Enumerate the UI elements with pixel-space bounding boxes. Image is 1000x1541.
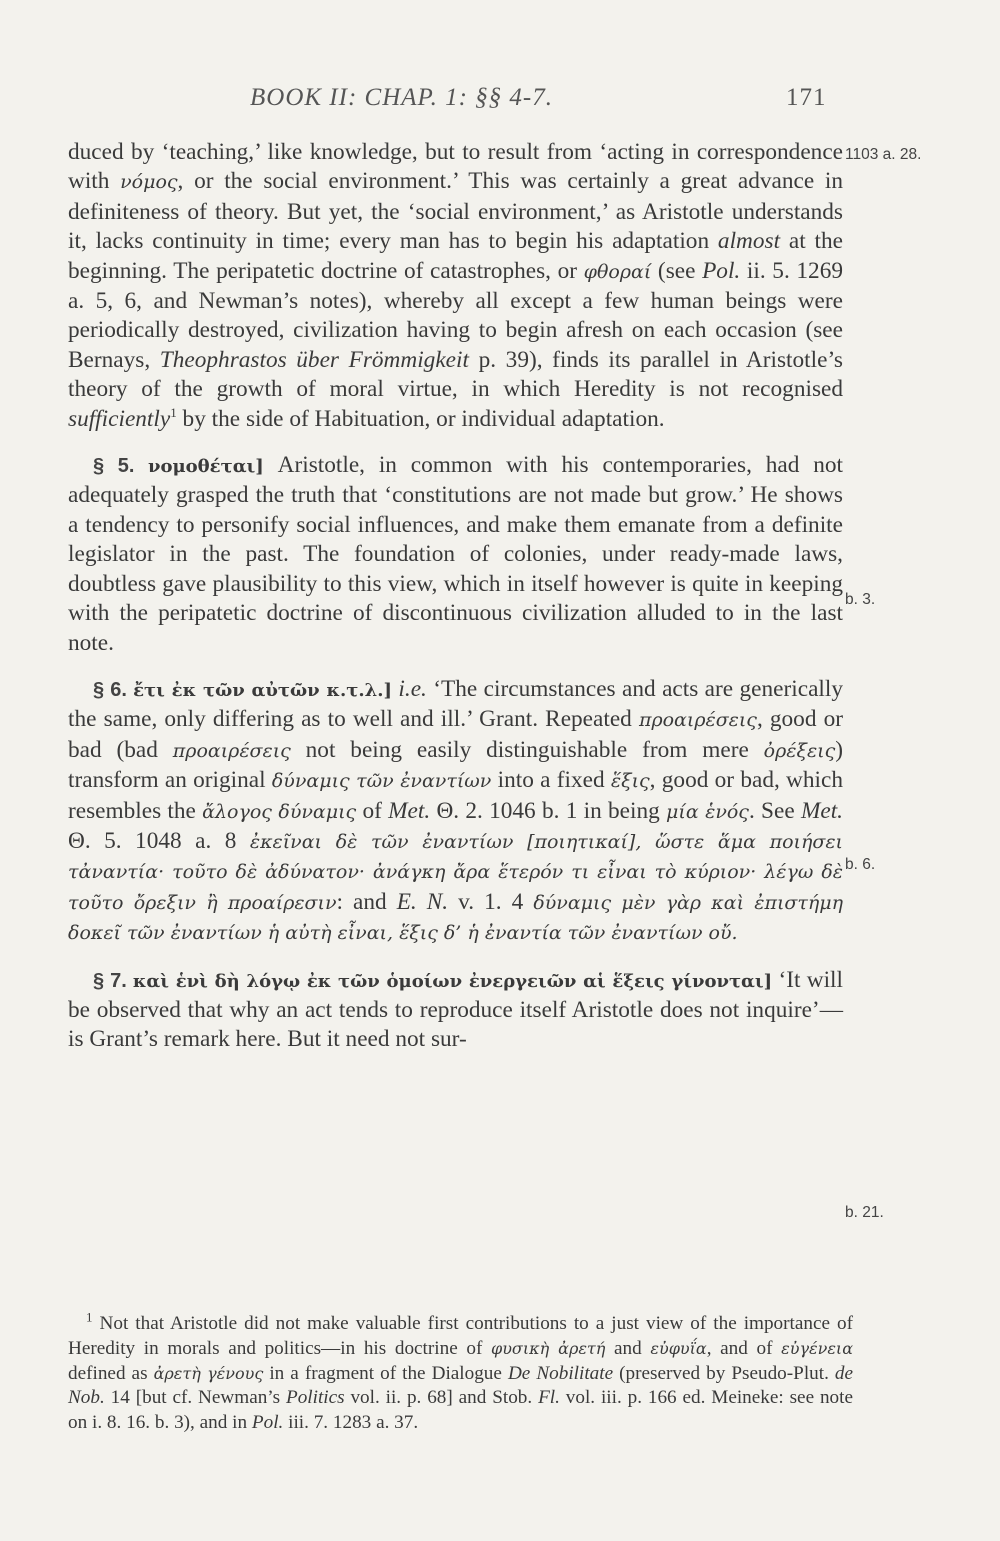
page-number: 171 [786,84,827,111]
running-header [0,84,1000,124]
italic-text: i.e. [398,675,427,702]
footnote-marker: 1 [86,1309,93,1325]
greek-text: ἕξις [610,770,650,793]
text-run: Aristotle, in common with his contemporaries, had not adequately grasped the truth that ‘constitutions are not made but grow.’ He shows a tendency to personify social influences, and make them emanate from a definite legislator in the past. The foundation of colonies, under ready-made laws, doubtless gave plausibility to this view, which in itself however is quite in keeping with the peripatetic doctrine of discontinuous civilization alluded to in the last note. [68,452,843,656]
greek-text: ἐκεῖναι δὲ τῶν ἐναντίων [ποιητικαί], ὥστε ἅμα ποιήσει τἀναντία· τοῦτο δὲ ἀδύνατον· ἀνάγκη ἄρα ἕτερόν τι εἶναι τὸ κύριον· λέγω δὲ τοῦτο ὄρεξιν ἢ προαίρεσιν [68,830,843,914]
greek-text: προαιρέσεις [638,709,757,732]
text-run: ) transform an original [68,736,843,794]
section-number: § 5. [93,455,148,478]
greek-text: εὐγένεια [781,1338,853,1358]
text-run: not being easily distinguishable from mere [290,736,764,763]
greek-lemma: νομοθέται] [147,456,264,478]
italic-text: Pol. [702,257,741,284]
section-number: § 7. [93,969,133,992]
paragraph-section-7 [68,966,843,1055]
italic-text: de Nob. [68,1362,854,1409]
greek-text: ἀρετὴ γένους [153,1363,264,1383]
text-run: ii. 5. 1269 a. 5, 6, and Newman’s notes), whereby all except a few human beings were periodically destroyed, civilization having to begin afresh on each occasion (see Bernays, [68,257,844,373]
greek-text: δύναμις τῶν ἐναντίων [271,770,492,793]
greek-text: μία ἑνός [666,800,749,823]
text-run: into a fixed [491,767,611,794]
text-run: Not that Aristotle did not make valuable first contributions to a just view of the importance of Heredity in morals and politics—in his doctrine of [68,1313,853,1359]
text-run: duced by ‘teaching,’ like knowledge, but to result from ‘acting in correspondence with [68,139,843,195]
greek-text: φθοραί [583,260,652,283]
text-run: vol. ii. p. 68] and Stob. [344,1387,539,1409]
text-run: p. 39), finds its parallel in Aristotle’s theory of the growth of moral virtue, in which Heredity is not recognised [68,346,843,403]
text-run: , and of [706,1337,782,1359]
italic-text: Theophrastos über Frömmigkeit [159,346,469,373]
paragraph-section-5 [68,451,843,658]
text-run: , good or bad, which resembles the [68,767,843,824]
text-run: : and [336,888,397,915]
italic-text: sufficiently [68,405,171,432]
text-run: (see [651,257,703,284]
text-run: by the side of Habituation, or individual adaptation. [176,405,665,432]
paragraph-section-6 [68,675,843,949]
text-run: 14 [but cf. Newman’s [104,1387,286,1409]
text-run: at the beginning. The peripatetic doctrine of catastrophes, or [68,228,843,284]
text-run: v. 1. 4 [448,888,534,915]
margin-ref-4: b. 21. [845,1204,884,1221]
greek-text: προαιρέσεις [172,739,291,762]
text-run: , good or bad (bad [68,706,843,763]
text-run: , or the social environment.’ This was certainly a great advance in definiteness of theory. But yet, the ‘social environment,’ as Aristotle understands it, lacks continuity in time; every man has to begin his adaptation [68,168,843,255]
text-run: . See [748,797,801,824]
main-text [68,138,843,1055]
greek-text: ὀρέξεις [763,739,836,762]
italic-text: Politics [285,1387,345,1409]
greek-text: φυσικὴ ἀρετή [491,1338,606,1358]
italic-text: Pol. [251,1412,284,1434]
text-run: Θ. 2. 1046 b. 1 in being [430,797,667,824]
margin-ref-3: b. 6. [845,856,876,873]
text-run: and [605,1337,651,1359]
text-run: ‘It will be observed that why an act tends to reproduce itself Aristotle does not inquire’—is Grant’s remark here. But it need not sur- [68,966,843,1053]
greek-lemma: καὶ ἑνὶ δὴ λόγῳ ἐκ τῶν ὁμοίων ἐνεργειῶν αἱ ἕξεις γίνονται] [132,970,773,992]
footnote [68,1309,854,1436]
section-number: § 6. [93,678,134,701]
italic-text: Met. [388,797,431,824]
greek-text: εὐφυΐα [650,1338,707,1358]
text-run: Θ. 5. 1048 a. 8 [68,827,250,854]
greek-text: ἄλογος δύναμις [202,800,357,823]
text-run: ‘The circumstances and acts are generically the same, only differing as to well and ill.’ Grant. Repeated [68,675,844,733]
margin-ref-1: 1103 a. 28. [845,146,922,163]
italic-text: Met. [800,797,843,824]
paragraph-continuation [68,138,843,434]
text-run: (preserved by Pseudo-Plut. [613,1362,835,1384]
text-run: in a fragment of the Dialogue [263,1362,508,1384]
italic-text: almost [717,228,781,255]
greek-text: νόμος [120,171,178,194]
italic-text: De Nobilitate [507,1362,614,1384]
text-run: vol. iii. p. 166 ed. Meineke: see note on i. 8. 16. b. 3), and in [68,1387,853,1434]
footnote-marker: 1 [170,404,177,420]
italic-text: E. N. [396,888,449,915]
greek-text: δύναμις μὲν γὰρ καὶ ἐπιστήμη δοκεῖ τῶν ἐναντίων ἡ αὐτὴ εἶναι, ἕξις δ’ ἡ ἐναντία τῶν ἐναντίων οὔ. [68,891,843,945]
text-run: iii. 7. 1283 a. 37. [283,1412,419,1434]
italic-text: Fl. [538,1387,560,1409]
text-run: of [356,797,389,824]
greek-lemma: ἔτι ἐκ τῶν αὐτῶν κ.τ.λ.] [133,679,393,701]
header-title: BOOK II: CHAP. 1: §§ 4-7. [250,84,553,111]
margin-ref-2: b. 3. [845,591,876,608]
text-run: defined as [68,1362,154,1384]
